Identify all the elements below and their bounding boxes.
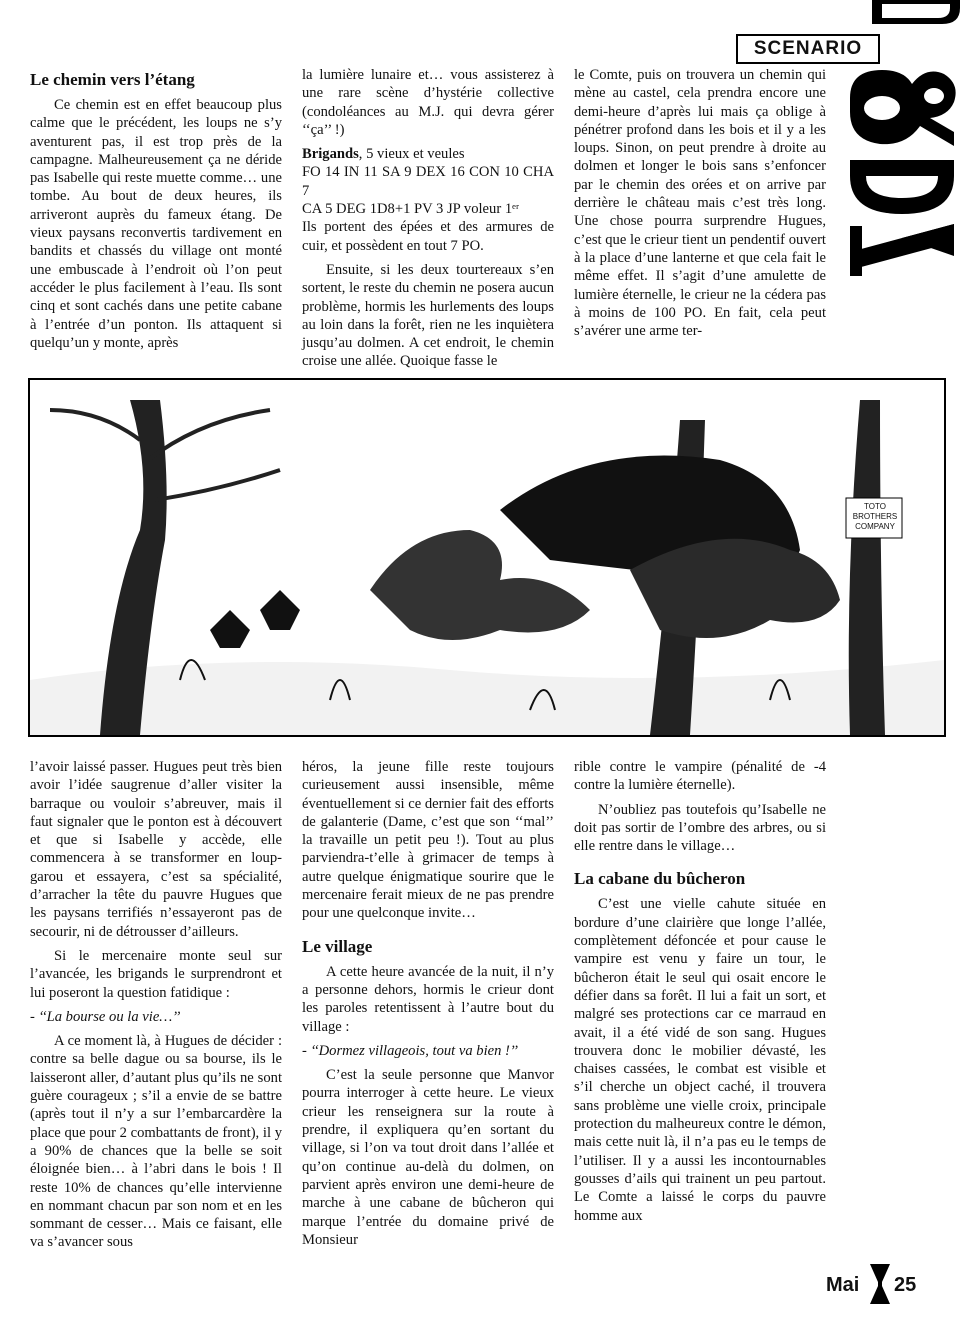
illustrator-signature: TOTO BROTHERS COMPANY (852, 502, 898, 531)
paragraph: héros, la jeune fille reste toujours curieusement aussi insensible, même éventuellement si ce dernier fait des efforts de galanterie (Dame, c’est que son ‘‘mal’’ la travaille un petit peu !). Tout au plus parviendra-t’elle à grimacer de temps à autre quelque énigmatique sourire que le mercenaire ferait mieux de ne pas prendre pour une quelconque invite… (302, 759, 554, 922)
paragraph: Si le mercenaire monte seul sur l’avancée, les brigands le surprendront et lui poseront la question fatidique : (30, 947, 282, 1001)
column-5 (302, 758, 554, 1255)
column-3 (574, 66, 826, 346)
paragraph: A ce moment là, à Hugues de décider : contre sa belle dague ou sa bourse, ils le laisseront aller, d’autant plus qu’ils ne sont guère courageux ; s’il a envie de se battre (après tout il n’y a sur l’embarcardère la place que pour 2 combattants de front), il y a 90% de chances que la belle se soit éloignée bien… à l’abri dans le bois ! Il reste 10% de chances qu’elle intervienne en nommant chacun par son nom et en les sommant de cesser… Mais ce faisant, elle va s’avancer sous (30, 1033, 282, 1251)
paragraph: la lumière lunaire et… vous assisterez à une rare scène d’hystérie collective (condoléances au M.J. qui devra gérer ‘‘ça’’ !) (302, 67, 554, 138)
brigands-stats-1: FO 14 IN 11 SA 9 DEX 16 CON 10 CHA 7 (302, 164, 554, 199)
wolves-illustration (28, 378, 946, 737)
page-number: 25 (894, 1274, 917, 1296)
heading-village: Le village (302, 936, 373, 956)
heading-cabane: La cabane du bûcheron (574, 869, 746, 889)
illustration-drawing (30, 380, 944, 735)
brigands-stats-2: CA 5 DEG 1D8+1 PV 3 JP voleur 1ᵉʳ (302, 201, 520, 218)
paragraph: l’avoir laissé passer. Hugues peut très bien avoir l’idée saugrenue d’aller visiter la barraque ou vouloir s’abreuver, mais il faut signaler que le ponton est à découvert et que si Isabelle y accède, elle commencera à se transformer en loup-garou et essayera, c’est sa spécialité, d’arracher la tête du pauvre Hugues que les paysans terrifiés n’essayeront pas de secourir, ni de détrousser d’ailleurs. (30, 759, 282, 940)
paragraph: Ensuite, si les deux tourtereaux s’en sortent, le reste du chemin ne posera aucun problème, hormis les hurlements des loups au loin dans la forêt, rien ne les inquiètera jusqu’au dolmen. A cet endroit, le chemin croise une allée. Quoique fasse le (302, 261, 554, 370)
column-4 (30, 758, 282, 1258)
hourglass-icon (868, 1262, 892, 1306)
quote: - ‘‘La bourse ou la vie…’’ (30, 1008, 181, 1025)
footer-month: Mai (826, 1274, 860, 1296)
brigands-label: Brigands (302, 146, 359, 163)
column-6 (574, 758, 826, 1231)
paragraph: Ils portent des épées et des armures de cuir, et possèdent en tout 7 PO. (302, 219, 554, 254)
paragraph: le Comte, puis on trouvera un chemin qui mène au castel, cela prendra encore une demi-heure d’après lui mais ça oblige à pénétrer profond dans les bois et il y a les loups. Sinon, on peut prendre à droite au dolmen et longer le bois sans s’enfoncer par le chemin des orées et on arrive par derrière le château mais c’est très long. Une chose pourra surprendre Hugues, c’est que le crieur tient un pendentif ouvert à la place d’une lanterne et que cela fait le même effet. Il s’agit d’une amulette de lumière éternelle, le crieur ne la cédera pas à moins de 100 PO. En fait, cela peut s’avérer une arme ter- (574, 67, 826, 340)
paragraph: C’est la seule personne que Manvor pourra interroger à cette heure. Le vieux crieur les renseignera sur la route à prendre, il expliquera qu’en sortant du village, si l’on va tout droit dans l’allée et qu’on continue au-delà du dolmen, on parvient après environ une demi-heure de marche à une cabane de bûcheron qui marque l’entrée du domaine privé de Monsieur (302, 1067, 554, 1248)
add-logo (842, 0, 962, 280)
brigands-desc: , 5 vieux et veules (358, 146, 465, 163)
paragraph: Ce chemin est en effet beaucoup plus calme que le précédent, les loups ne s’y aventurent pas, il est trop près de la campagne. Malheureusement ça ne déride pas Isabelle qui reste muette comme… une tombe. Au bout de deux heures, ils arriveront auprès du fameux étang. De vieux paysans reconvertis tardivement en bandits et chassés du village ont monté une embuscade à l’endroit où l’on peut accéder le plus facilement à l’eau. Ils sont cinq et sont cachés dans une petite cabane à l’entrée d’un ponton. Ils attaquent si quelqu’un y monte, après (30, 97, 282, 351)
paragraph: A cette heure avancée de la nuit, il n’y a personne dehors, hormis le crieur dont les paroles retentissent à l’autre bout du village : (302, 963, 554, 1035)
brigands-entry (302, 145, 554, 163)
column-1 (30, 70, 282, 358)
quote: - ‘‘Dormez villageois, tout va bien !’’ (302, 1042, 519, 1059)
heading-chemin-etang: Le chemin vers l’étang (30, 70, 195, 89)
paragraph: rible contre le vampire (pénalité de -4 contre la lumière éternelle). (574, 759, 826, 794)
paragraph: C’est une vielle cahute située en bordure d’une clairière que longe l’allée, complètement défoncée et pour cause le vampire est venu y faire un tour, le bûcheron était le seul qui osait encore le défier dans sa forêt. Il lui a fait un sort, et malgré ses protections car ce marraud en avait, il a été vidé de son sang. Hugues trouvera donc le mobilier dévasté, les chaises cassées, le combat est visible et s’il cherche un object caché, il trouvera sans problème une vielle croix, principale protection du malheureux contre le démon, mais cette nuit là, il n’a pas eu le temps de l’utiliser. Il y a aussi les incontournables gousses d’ails qui trainent un peu partout. Le Comte a laissé le corps du pauvre homme aux (574, 896, 826, 1224)
section-label: SCENARIO (736, 34, 880, 64)
paragraph: N’oubliez pas toutefois qu’Isabelle ne doit pas sortir de l’ombre des arbres, ou si elle rentre dans le village… (574, 801, 826, 855)
column-2 (302, 66, 554, 377)
